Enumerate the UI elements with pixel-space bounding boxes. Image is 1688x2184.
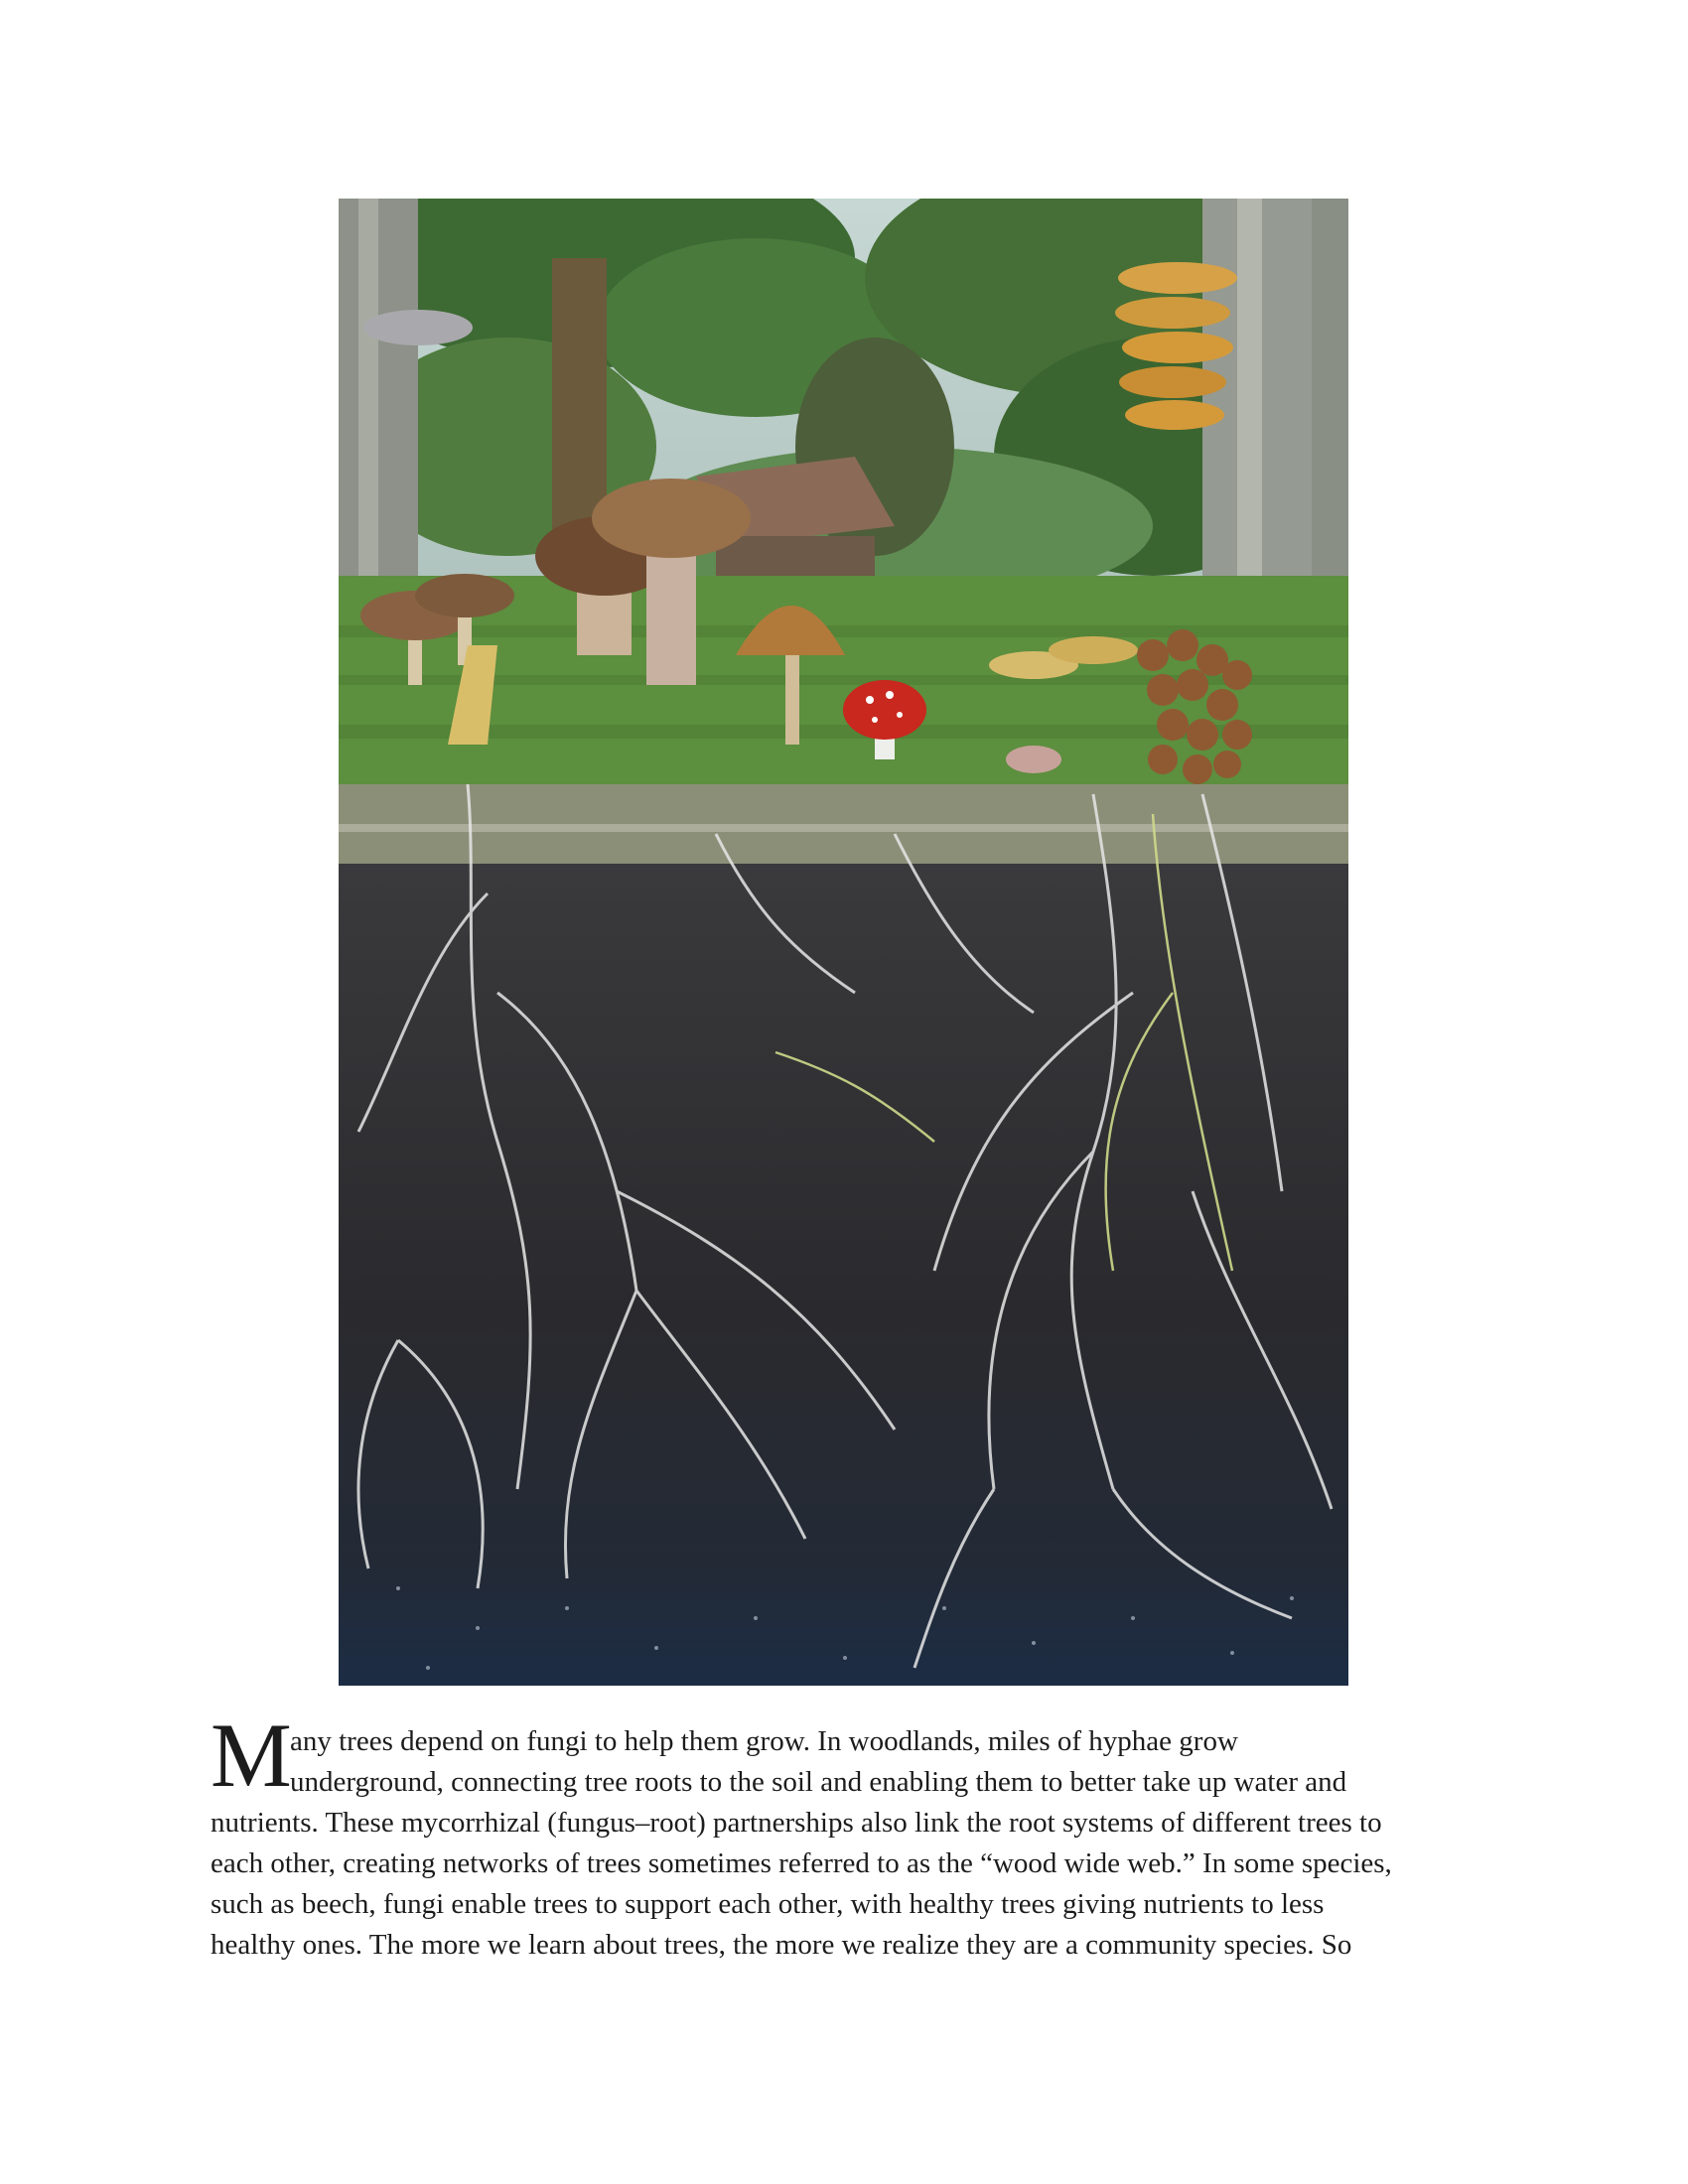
article-paragraph [211,1705,1491,1966]
paragraph-line-4: each other, creating networks of trees sometimes referred to as the “wood wide web.” In some species, [211,1847,1392,1879]
paragraph-line-3: nutrients. These mycorrhizal (fungus–root) partnerships also link the root systems of different trees to [211,1807,1382,1839]
forest-fungi-illustration [339,199,1348,1686]
paragraph-line-6: healthy ones. The more we learn about trees, the more we realize they are a community species. So [211,1929,1352,1961]
paragraph-line-2: underground, connecting tree roots to the soil and enabling them to better take up water and [290,1766,1347,1798]
paragraph-line-5: such as beech, fungi enable trees to support each other, with healthy trees giving nutrients to less [211,1888,1325,1920]
drop-cap: M [211,1705,292,1806]
soil-layer [339,864,1348,1686]
paragraph-line-1: any trees depend on fungi to help them grow. In woodlands, miles of hyphae grow [290,1725,1238,1757]
